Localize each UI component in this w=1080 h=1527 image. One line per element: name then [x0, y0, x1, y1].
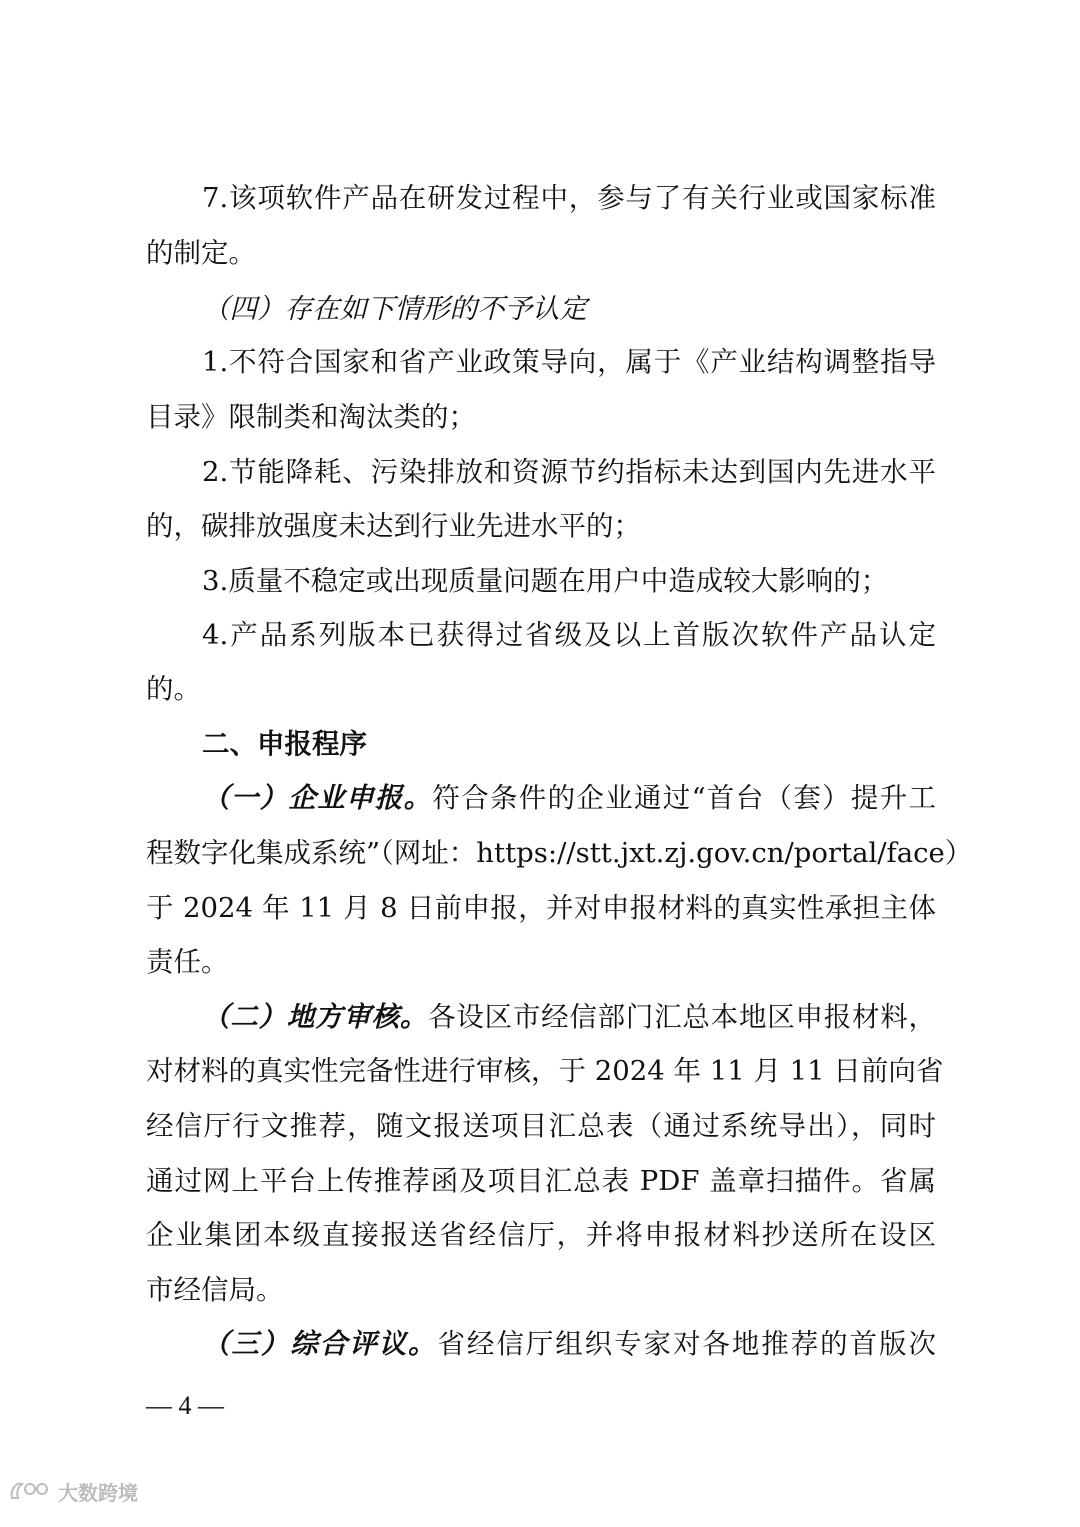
paragraph-7-line-2: 的制定。 — [146, 237, 256, 269]
section-4-heading: （四）存在如下情形的不予认定 — [202, 293, 587, 325]
watermark — [8, 1474, 138, 1508]
sub-3-line-1 — [202, 1324, 936, 1364]
sub-3-text: 省经信厅组织专家对各地推荐的首版次 — [437, 1328, 936, 1360]
item-3: 3.质量不稳定或出现质量问题在用户中造成较大影响的； — [202, 565, 889, 597]
sub-1-text: 符合条件的企业通过“首台（套）提升工 — [432, 782, 937, 814]
paragraph-7-line-1: 7.该项软件产品在研发过程中，参与了有关行业或国家标准 — [202, 182, 936, 214]
sub-1-line-4: 责任。 — [146, 946, 229, 978]
page-number: — 4 — — [146, 1391, 224, 1420]
watermark-text: 大数跨境 — [58, 1480, 138, 1505]
sub-2-line-2: 对材料的真实性完备性进行审核，于 2024 年 11 月 11 日前向省 — [146, 1055, 944, 1087]
item-1-line-2: 目录》限制类和淘汰类的； — [146, 401, 476, 433]
item-2-line-1: 2.节能降耗、污染排放和资源节约指标未达到国内先进水平 — [202, 456, 936, 488]
sub-1-line-1 — [202, 778, 936, 818]
sub-3-lead: （三）综合评议。 — [202, 1328, 438, 1360]
part-2-heading: 二、申报程序 — [202, 728, 367, 760]
sub-2-lead: （二）地方审核。 — [202, 1001, 429, 1033]
item-4-line-1: 4.产品系列版本已获得过省级及以上首版次软件产品认定 — [202, 619, 936, 651]
sub-2-line-6: 市经信局。 — [146, 1274, 284, 1306]
sub-2-line-4: 通过网上平台上传推荐函及项目汇总表 PDF 盖章扫描件。省属 — [146, 1165, 936, 1197]
sub-2-line-5: 企业集团本级直接报送省经信厅，并将申报材料抄送所在设区 — [146, 1219, 936, 1251]
sub-2-text: 各设区市经信部门汇总本地区申报材料， — [428, 1001, 937, 1033]
watermark-logo-icon — [8, 1478, 52, 1504]
sub-1-line-3: 于 2024 年 11 月 8 日前申报，并对申报材料的真实性承担主体 — [146, 892, 936, 924]
sub-2-line-1 — [202, 997, 936, 1037]
sub-1-line-2: 程数字化集成系统”（网址：https://stt.jxt.zj.gov.cn/portal/face） — [146, 837, 973, 869]
item-1-line-1: 1.不符合国家和省产业政策导向，属于《产业结构调整指导 — [202, 346, 936, 378]
sub-2-line-3: 经信厅行文推荐，随文报送项目汇总表（通过系统导出），同时 — [146, 1110, 936, 1142]
item-2-line-2: 的，碳排放强度未达到行业先进水平的； — [146, 510, 641, 542]
item-4-line-2: 的。 — [146, 673, 201, 705]
sub-1-lead: （一）企业申报。 — [202, 782, 433, 814]
